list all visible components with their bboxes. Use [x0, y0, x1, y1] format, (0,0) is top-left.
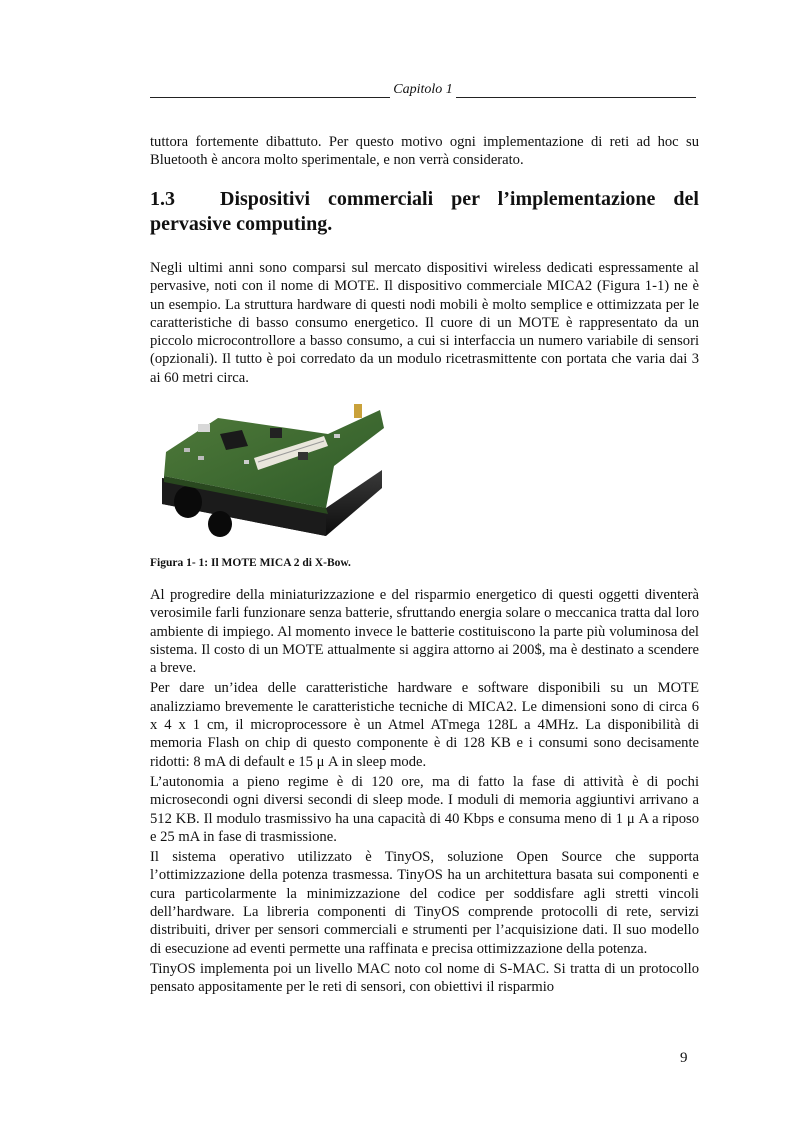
header-rule-left: [150, 84, 390, 98]
paragraph: Il sistema operativo utilizzato è TinyOS, soluzione Open Source che supporta l’ottimizzazione della potenza trasmessa. TinyOS ha un architettura basata sui componenti e cura particolarmente la minimizzazione del codice per soddisfare agli stretti vincoli dell’hardware. La libreria componenti di TinyOS comprende protocolli di rete, servizi distribuiti, driver per sensori commerciali e strumenti per l’acquisizione dati. Il suo modello di esecuzione ad eventi permette una raffinata e precisa ottimizzazione della potenza.: [150, 849, 699, 957]
mica2-mote-image: [158, 400, 390, 548]
chapter-title: Capitolo 1: [393, 82, 453, 97]
mote-paragraph: Negli ultimi anni sono comparsi sul mercato dispositivi wireless dedicati espressamente al pervasive, noti con il nome di MOTE. Il dispositivo commerciale MICA2 (Figura 1-1) ne è un esempio. La struttura hardware di questi nodi mobili è molto semplice e ottimizzata per le caratteristiche di basso consumo energetico. Il cuore di un MOTE è rappresentato da un piccolo microcontrollore a basso consumo, a cui si interfaccia un numero variabile di sensori (opzionali). Il tutto è poi corredato da un modulo ricetrasmittente con portata che varia dai 3 ai 60 metri circa.: [150, 260, 699, 386]
paragraph: TinyOS implementa poi un livello MAC noto col nome di S-MAC. Si tratta di un protocollo pensato appositamente per le reti di sensori, con obiettivi il risparmio: [150, 960, 699, 996]
section-heading: [150, 187, 699, 237]
intro-paragraph: tuttora fortemente dibattuto. Per questo motivo ogni implementazione di reti ad hoc su Bluetooth è ancora molto sperimentale, e non verrà considerato.: [150, 134, 699, 169]
page-number: 9: [680, 1050, 688, 1066]
paragraph: Al progredire della miniaturizzazione e del risparmio energetico di questi oggetti diventerà verosimile farli funzionare senza batterie, sfruttando energia solare o meccanica tratta dal loro ambiente di impiego. Al momento invece le batterie costituiscono la parte più voluminosa del sistema. Il costo di un MOTE attualmente si aggira attorno ai 200$, ma è destinato a scendere a breve.: [150, 587, 699, 677]
section-title: Dispositivi commerciali per l’implementazione del pervasive computing.: [150, 188, 699, 235]
body-text: [150, 586, 699, 999]
section-number: 1.3: [150, 188, 175, 210]
figure-caption: Figura 1- 1: Il MOTE MICA 2 di X-Bow.: [150, 557, 351, 569]
paragraph: Per dare un’idea delle caratteristiche hardware e software disponibili su un MOTE analizziamo brevemente le caratteristiche tecniche di MICA2. Le dimensioni sono di circa 6 x 4 x 1 cm, il microprocessore è un Atmel ATmega 128L a 4MHz. La disponibilità di memoria Flash on chip di questo componente è di 128 KB e i consumi sono decisamente ridotti: 8 mA di default e 15 μ A in sleep mode.: [150, 680, 699, 770]
paragraph: L’autonomia a pieno regime è di 120 ore, ma di fatto la fase di attività è di pochi microsecondi ogni diversi secondi di sleep mode. I moduli di memoria aggiuntivi arrivano a 512 KB. Il modulo trasmissivo ha una capacità di 40 Kbps e consuma meno di 1 μ A a riposo e 25 mA in fase di trasmissione.: [150, 773, 699, 845]
running-header: [150, 78, 696, 98]
header-rule-right: [456, 84, 696, 98]
